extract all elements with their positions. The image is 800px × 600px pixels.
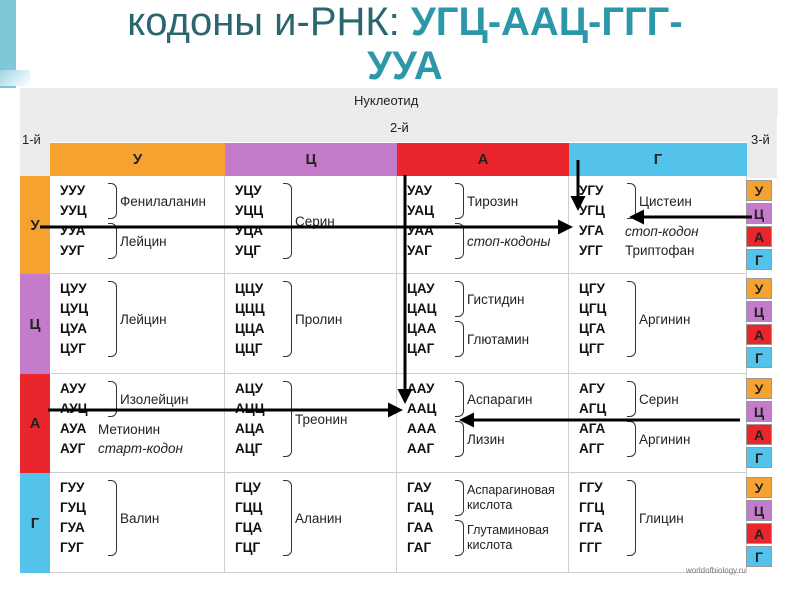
amino-acid-label: Серин — [295, 213, 335, 229]
third-base-marker: У — [746, 378, 772, 399]
codon-cell — [50, 473, 225, 573]
codon: ААУ — [407, 381, 435, 396]
codon-cell — [225, 176, 397, 274]
codon-bracket — [108, 281, 117, 357]
nucleotide-header — [20, 88, 778, 114]
codon-list — [235, 279, 283, 359]
amino-acid-label: Триптофан — [625, 243, 695, 258]
second-base-header-2: Ц — [225, 143, 397, 176]
slide-title — [20, 0, 790, 88]
codon-bracket — [627, 281, 636, 357]
second-position-label: 2-й — [390, 120, 409, 135]
codon-list — [235, 478, 283, 558]
codon-bracket — [283, 381, 292, 457]
amino-acid-label: Фенилаланин — [120, 193, 206, 209]
codon: ЦЦА — [235, 321, 265, 336]
third-base-marker: А — [746, 226, 772, 247]
codon-bracket — [283, 281, 292, 357]
codon-list — [579, 279, 627, 359]
codon: УУА — [60, 223, 86, 238]
first-base-header-2: Ц — [20, 274, 50, 374]
codon: АГА — [579, 421, 606, 436]
amino-acid-label: Лизин — [467, 431, 505, 447]
codon: ААГ — [407, 441, 435, 456]
codon: АЦЦ — [235, 401, 265, 416]
third-base-marker: Г — [746, 249, 772, 270]
codon: УАА — [407, 223, 434, 238]
amino-acid-label: Валин — [120, 510, 160, 526]
codon: ГГА — [579, 520, 604, 535]
codon-cell — [225, 374, 397, 473]
third-base-marker: А — [746, 523, 772, 544]
codon-list — [235, 379, 283, 459]
codon: ЦГА — [579, 321, 606, 336]
third-base-marker: Ц — [746, 500, 772, 521]
codon-bracket — [108, 183, 117, 219]
third-base-marker: У — [746, 180, 772, 201]
codon-list — [60, 478, 108, 558]
codon: ЦАУ — [407, 281, 435, 296]
codon: ГАА — [407, 520, 434, 535]
nucleotide-label: Нуклеотид — [354, 93, 419, 108]
codon: ГУА — [60, 520, 85, 535]
codon-bracket — [455, 421, 464, 457]
amino-acid-label: Аргинин — [639, 311, 691, 327]
second-base-header-4: Г — [569, 143, 747, 176]
codon-bracket — [455, 381, 464, 417]
codon: ЦГУ — [579, 281, 605, 296]
codon: ГУУ — [60, 480, 85, 495]
codon: ЦЦЦ — [235, 301, 265, 316]
third-base-marker: Ц — [746, 401, 772, 422]
third-position-header — [747, 114, 777, 178]
codon-bracket — [283, 183, 292, 259]
third-base-marker: А — [746, 324, 772, 345]
third-base-marker: Ц — [746, 203, 772, 224]
codon-bracket — [108, 480, 117, 556]
third-base-marker: Г — [746, 347, 772, 368]
amino-acid-label: Гистидин — [467, 291, 525, 307]
codon: УУЦ — [60, 203, 87, 218]
codon: ЦАГ — [407, 341, 435, 356]
title-codons-line2: УУА — [367, 44, 443, 88]
amino-acid-label: стоп-кодоны — [467, 233, 551, 249]
third-base-marker: У — [746, 477, 772, 498]
codon-cell — [397, 374, 569, 473]
third-position-label: 3-й — [751, 132, 770, 147]
first-position-header — [20, 114, 50, 178]
codon-cell — [569, 374, 747, 473]
codon: АЦУ — [235, 381, 264, 396]
codon-cell — [50, 274, 225, 374]
codon: ГГЦ — [579, 500, 605, 515]
codon-bracket — [455, 480, 464, 516]
amino-acid-label: Аспарагин — [467, 391, 533, 407]
amino-acid-label: Лейцин — [120, 233, 167, 249]
codon: ГЦУ — [235, 480, 261, 495]
codon: ЦУУ — [60, 281, 87, 296]
codon: ГАУ — [407, 480, 432, 495]
codon: ЦАА — [407, 321, 437, 336]
codon-cell — [397, 274, 569, 374]
codon: УГА — [579, 223, 604, 238]
codon: ГУГ — [60, 540, 84, 555]
codon-cell — [225, 473, 397, 573]
amino-acid-label: старт-кодон — [98, 441, 183, 456]
watermark: worldofbiology.ru — [686, 566, 746, 575]
third-base-marker: У — [746, 278, 772, 299]
third-base-marker: Г — [746, 546, 772, 567]
codon: ЦЦГ — [235, 341, 263, 356]
codon-bracket — [108, 223, 117, 259]
codon: ГГГ — [579, 540, 602, 555]
codon-table — [20, 88, 778, 573]
codon-list — [579, 181, 627, 261]
codon: ГУЦ — [60, 500, 86, 515]
codon: ЦУЦ — [60, 301, 89, 316]
title-prefix: кодоны и-РНК: — [127, 0, 411, 44]
codon-list — [579, 379, 627, 459]
codon: АГГ — [579, 441, 605, 456]
codon: ГГУ — [579, 480, 603, 495]
amino-acid-label: Изолейцин — [120, 391, 189, 407]
codon: ГЦА — [235, 520, 263, 535]
third-base-marker: Г — [746, 447, 772, 468]
codon: УГЦ — [579, 203, 605, 218]
amino-acid-label: Аргинин — [639, 431, 691, 447]
codon-cell — [397, 176, 569, 274]
second-base-header-3: А — [397, 143, 569, 176]
codon-cell — [569, 274, 747, 374]
amino-acid-label: Тирозин — [467, 193, 519, 209]
codon-bracket — [627, 421, 636, 457]
codon-list — [407, 478, 455, 558]
codon: ЦГГ — [579, 341, 605, 356]
second-position-header — [50, 114, 747, 142]
codon: ААА — [407, 421, 437, 436]
codon: АЦГ — [235, 441, 263, 456]
third-base-marker: А — [746, 424, 772, 445]
codon-cell — [50, 374, 225, 473]
codon: ГАГ — [407, 540, 432, 555]
codon: ЦГЦ — [579, 301, 607, 316]
codon-cell — [397, 473, 569, 573]
amino-acid-label: Пролин — [295, 311, 343, 327]
codon-list — [579, 478, 627, 558]
codon: АУА — [60, 421, 87, 436]
codon: УГГ — [579, 243, 603, 258]
third-base-marker: Ц — [746, 301, 772, 322]
first-base-header-3: А — [20, 374, 50, 473]
codon: ЦАЦ — [407, 301, 437, 316]
amino-acid-label: кислота — [467, 498, 513, 512]
codon-bracket — [627, 381, 636, 417]
amino-acid-label: стоп-кодон — [625, 224, 699, 239]
codon: УУУ — [60, 183, 86, 198]
amino-acid-label: Лейцин — [120, 311, 167, 327]
codon-cell — [569, 176, 747, 274]
codon: ГАЦ — [407, 500, 434, 515]
codon: УАГ — [407, 243, 432, 258]
codon-list — [60, 181, 108, 261]
codon-bracket — [455, 223, 464, 259]
codon-bracket — [455, 520, 464, 556]
amino-acid-label: Метионин — [98, 422, 161, 437]
amino-acid-label: Аланин — [295, 510, 342, 526]
codon: ГЦЦ — [235, 500, 263, 515]
codon: УЦГ — [235, 243, 261, 258]
codon-list — [60, 279, 108, 359]
codon-list — [407, 279, 455, 359]
amino-acid-label: Глицин — [639, 510, 684, 526]
amino-acid-label: кислота — [467, 538, 513, 552]
codon: ЦЦУ — [235, 281, 264, 296]
amino-acid-label: Аспарагиновая — [467, 483, 555, 497]
codon: АУЦ — [60, 401, 88, 416]
codon: АУУ — [60, 381, 87, 396]
first-position-label: 1-й — [22, 132, 41, 147]
codon-bracket — [627, 183, 636, 219]
codon-bracket — [283, 480, 292, 556]
codon: АЦА — [235, 421, 265, 436]
codon-bracket — [627, 480, 636, 556]
codon-bracket — [455, 281, 464, 317]
codon-list — [235, 181, 283, 261]
title-codons-line1: УГЦ-ААЦ-ГГГ- — [410, 0, 683, 44]
codon: УАУ — [407, 183, 433, 198]
codon: ААЦ — [407, 401, 437, 416]
first-base-header-4: Г — [20, 473, 50, 573]
amino-acid-label: Глутаминовая — [467, 523, 549, 537]
codon: УЦА — [235, 223, 264, 238]
second-base-header-1: У — [50, 143, 225, 176]
codon-cell — [569, 473, 747, 573]
amino-acid-label: Цистеин — [639, 193, 692, 209]
codon-list — [407, 181, 455, 261]
codon-bracket — [455, 321, 464, 357]
amino-acid-label: Серин — [639, 391, 679, 407]
codon-cell — [50, 176, 225, 274]
codon: УГУ — [579, 183, 604, 198]
codon-list — [407, 379, 455, 459]
codon: ЦУА — [60, 321, 87, 336]
codon: АГЦ — [579, 401, 607, 416]
codon: АУГ — [60, 441, 86, 456]
codon: УАЦ — [407, 203, 434, 218]
codon: ЦУГ — [60, 341, 86, 356]
codon: ГЦГ — [235, 540, 261, 555]
amino-acid-label: Треонин — [295, 411, 348, 427]
codon: УЦУ — [235, 183, 262, 198]
amino-acid-label: Глютамин — [467, 331, 530, 347]
codon: УУГ — [60, 243, 85, 258]
codon: УЦЦ — [235, 203, 264, 218]
codon-bracket — [455, 183, 464, 219]
first-base-header-1: У — [20, 176, 50, 274]
codon-cell — [225, 274, 397, 374]
codon: АГУ — [579, 381, 605, 396]
codon-bracket — [108, 381, 117, 417]
